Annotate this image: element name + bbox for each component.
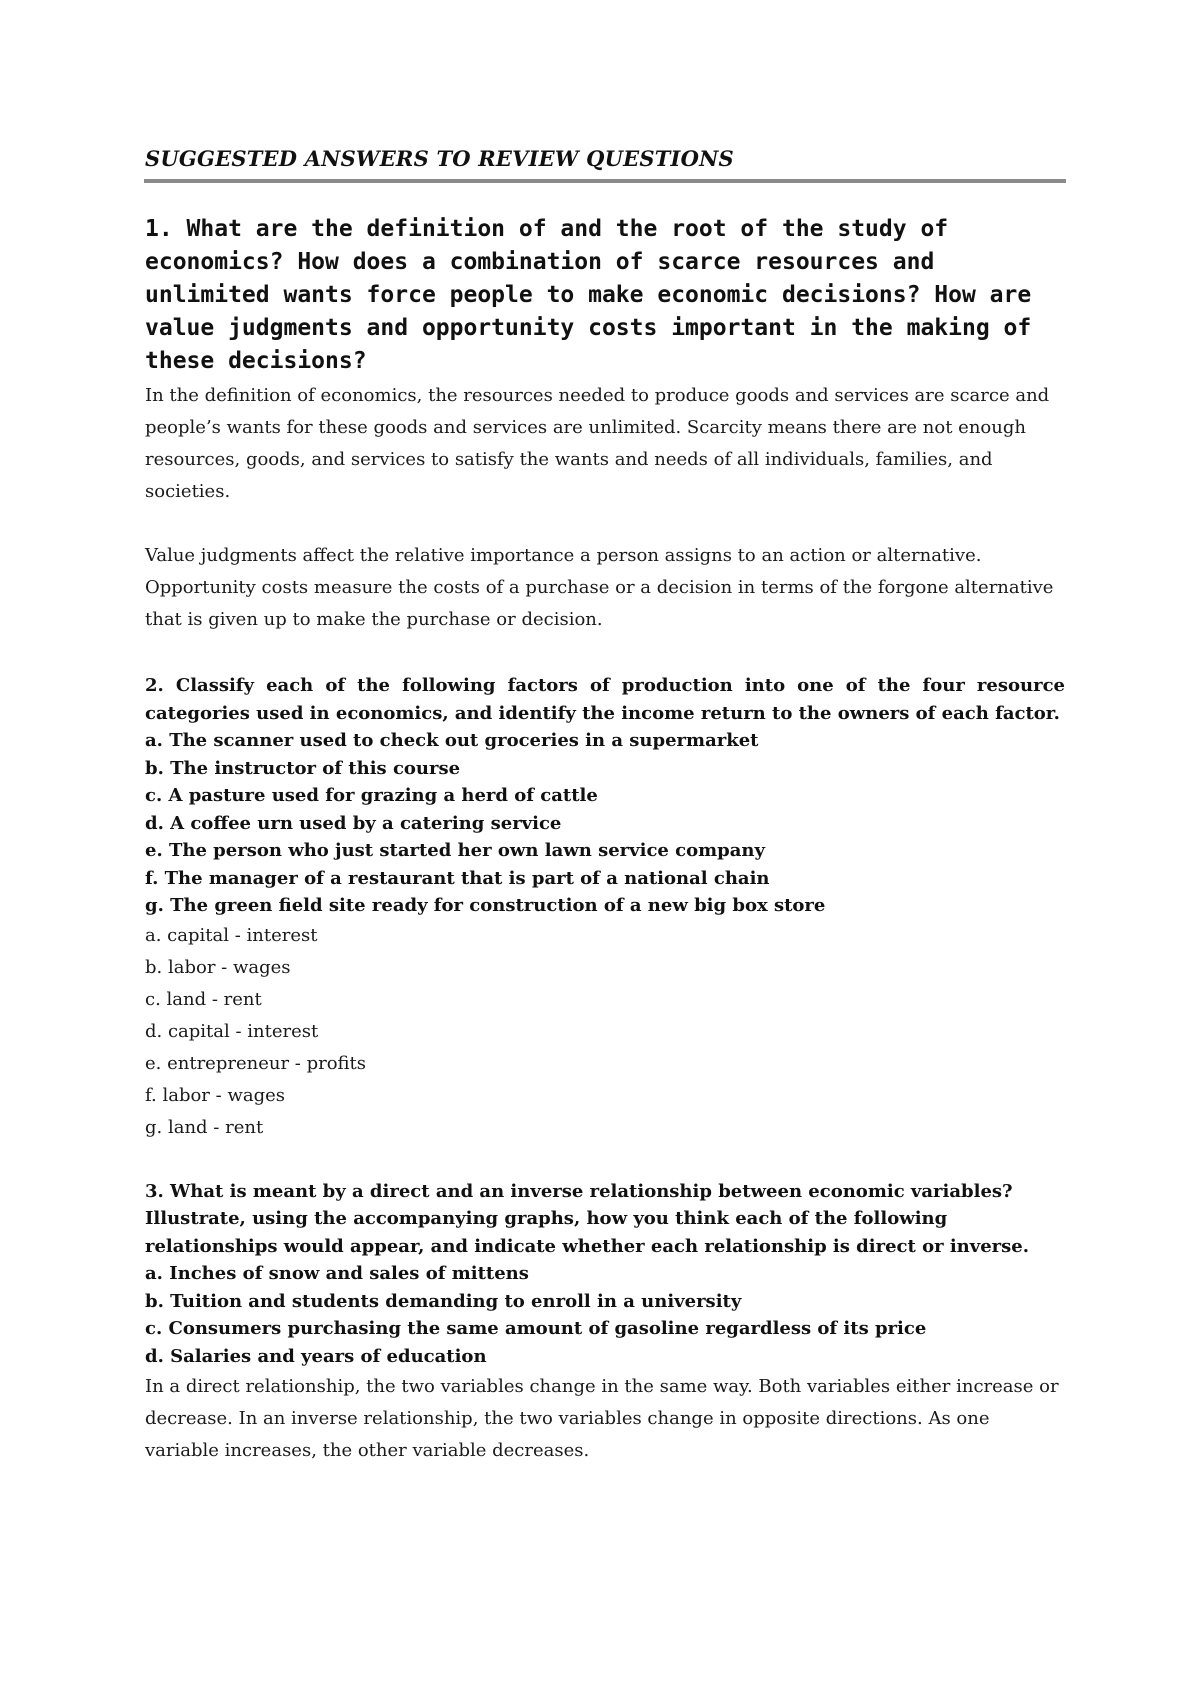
question-2-item: a. The scanner used to check out groceries in a supermarket [145, 730, 759, 751]
question-1-answer-paragraph-2: Value judgments affect the relative importance a person assigns to an action or alternative. Opportunity costs measure the costs of a purchase or a decision in terms of the forgone alternative that is given up to make the purchase or decision. [145, 545, 1054, 630]
question-3-item: b. Tuition and students demanding to enroll in a university [145, 1290, 742, 1312]
question-3-text: 3. What is meant by a direct and an inverse relationship between economic variables? Illustrate, using the accompanying graphs, how you think each of the following relationships would appear, and indicate whether each relationship is direct or inverse. [145, 1180, 1029, 1257]
question-2-answer: e. entrepreneur - profits [145, 1052, 367, 1074]
question-2-section [145, 672, 1065, 1144]
question-2-item-list [145, 727, 1065, 920]
question-2-answer-list [145, 920, 1065, 1144]
question-2-answer: f. labor - wages [145, 1084, 285, 1106]
question-3-item: a. Inches of snow and sales of mittens [145, 1263, 529, 1284]
question-2-answer: b. labor - wages [145, 956, 291, 978]
question-3-item: c. Consumers purchasing the same amount of gasoline regardless of its price [145, 1318, 927, 1339]
question-2-text: 2. Classify each of the following factors of production into one of the four resource categories used in economics, and identify the income return to the owners of each factor. [145, 675, 1065, 724]
question-3-item-list [145, 1260, 1065, 1370]
question-2-answer: c. land - rent [145, 988, 262, 1010]
question-3-answer: In a direct relationship, the two variables change in the same way. Both variables either increase or decrease. In an inverse relationship, the two variables change in opposite directions. As one variable increases, the other variable decreases. [145, 1376, 1059, 1461]
question-1-text: 1. What are the definition of and the root of the study of economics? How does a combination of scarce resources and unlimited wants force people to make economic decisions? How are value judgments and opportunity costs important in the making of these decisions? [145, 216, 1032, 374]
question-3-item: d. Salaries and years of education [145, 1345, 487, 1367]
question-1-answer-paragraph-1: In the definition of economics, the resources needed to produce goods and services are scarce and people’s wants for these goods and services are unlimited. Scarcity means there are not enough resources, goods, and services to satisfy the wants and needs of all individuals, families, and societies. [145, 385, 1050, 502]
question-2-answer: d. capital - interest [145, 1020, 319, 1042]
question-2-item: c. A pasture used for grazing a herd of cattle [145, 785, 598, 806]
question-2-item: e. The person who just started her own lawn service company [145, 840, 765, 861]
question-2-answer: a. capital - interest [145, 924, 318, 946]
question-2-item: f. The manager of a restaurant that is part of a national chain [145, 867, 770, 889]
question-2-item: b. The instructor of this course [145, 757, 461, 779]
question-1-section [145, 213, 1065, 636]
question-2-answer: g. land - rent [145, 1116, 264, 1138]
document-page [145, 146, 1065, 1467]
title-underline-rule [144, 179, 1066, 183]
question-2-item: d. A coffee urn used by a catering service [145, 812, 562, 834]
question-3-section [145, 1178, 1065, 1468]
document-title: SUGGESTED ANSWERS TO REVIEW QUESTIONS [145, 146, 734, 171]
question-2-item: g. The green field site ready for construction of a new big box store [145, 895, 826, 916]
